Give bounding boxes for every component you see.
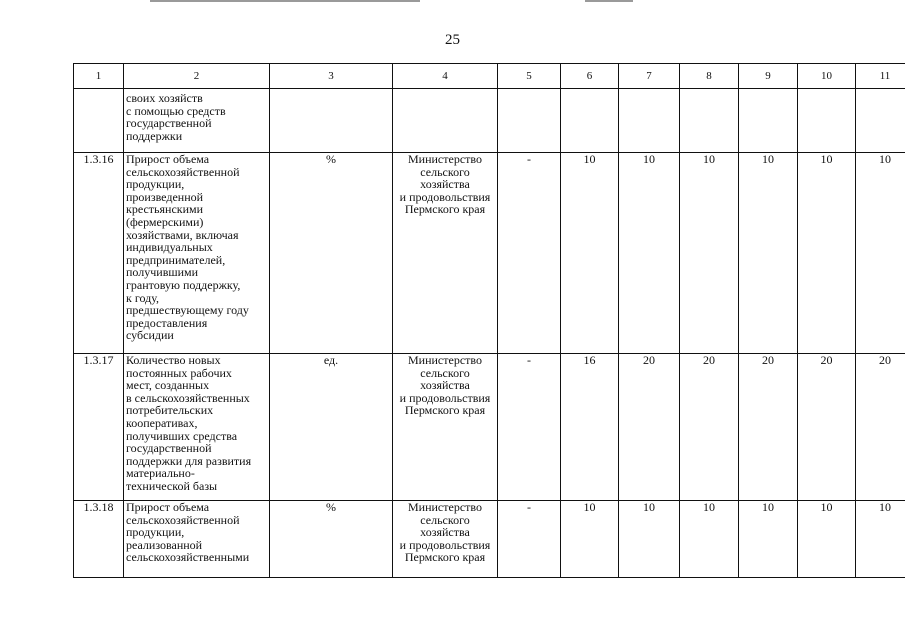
indicator-text: Количество новых постоянных рабочих мест, созданных в сельскохозяйственных потребительских кооперативах, получивших средства государственной поддержки для развития материально- технической базы bbox=[126, 353, 252, 493]
value-cell-9: 10 bbox=[739, 153, 798, 354]
value-cell-7: 20 bbox=[619, 354, 680, 501]
responsible-cell bbox=[393, 89, 498, 153]
indicator-name bbox=[124, 89, 270, 153]
value-cell-8 bbox=[680, 89, 739, 153]
value-cell-10 bbox=[798, 89, 856, 153]
value-cell-9: 10 bbox=[739, 501, 798, 578]
value-cell-11: 10 bbox=[856, 501, 905, 578]
header-row bbox=[74, 64, 905, 89]
row-id: 1.3.18 bbox=[74, 501, 124, 578]
value-cell-9 bbox=[739, 89, 798, 153]
value-cell-7 bbox=[619, 89, 680, 153]
responsible-text: Министерство сельского хозяйства и продовольствия Пермского края bbox=[399, 152, 491, 217]
value-cell-9: 20 bbox=[739, 354, 798, 501]
unit-cell bbox=[270, 89, 393, 153]
value-cell-8: 20 bbox=[680, 354, 739, 501]
header-cell: 9 bbox=[739, 64, 798, 89]
responsible-text: Министерство сельского хозяйства и продовольствия Пермского края bbox=[399, 353, 491, 418]
scan-edge-line-right bbox=[585, 0, 633, 2]
table-row bbox=[74, 354, 905, 501]
header-cell: 4 bbox=[393, 64, 498, 89]
indicator-name bbox=[124, 501, 270, 578]
row-id bbox=[74, 89, 124, 153]
value-cell-11 bbox=[856, 89, 905, 153]
table-row bbox=[74, 153, 905, 354]
indicators-table bbox=[73, 63, 905, 578]
row-id: 1.3.17 bbox=[74, 354, 124, 501]
value-cell-6: 16 bbox=[561, 354, 619, 501]
table-row bbox=[74, 501, 905, 578]
value-cell-8: 10 bbox=[680, 153, 739, 354]
responsible-cell bbox=[393, 501, 498, 578]
indicator-name bbox=[124, 354, 270, 501]
indicator-text: Прирост объема сельскохозяйственной продукции, реализованной сельскохозяйственными bbox=[126, 500, 250, 565]
header-cell: 2 bbox=[124, 64, 270, 89]
header-cell: 6 bbox=[561, 64, 619, 89]
unit-cell: ед. bbox=[270, 354, 393, 501]
responsible-cell bbox=[393, 354, 498, 501]
header-cell: 3 bbox=[270, 64, 393, 89]
unit-cell: % bbox=[270, 153, 393, 354]
responsible-cell bbox=[393, 153, 498, 354]
value-cell-5: - bbox=[498, 501, 561, 578]
value-cell-6: 10 bbox=[561, 501, 619, 578]
row-id: 1.3.16 bbox=[74, 153, 124, 354]
value-cell-5: - bbox=[498, 153, 561, 354]
header-cell: 10 bbox=[798, 64, 856, 89]
value-cell-11: 20 bbox=[856, 354, 905, 501]
indicator-text: Прирост объема сельскохозяйственной продукции, произведенной крестьянскими (фермерскими) хозяйствами, включая индивидуальных предпринимателей, получившими грантовую поддержку, к году, предшествующему году предоставления субсидии bbox=[126, 152, 249, 343]
indicator-name bbox=[124, 153, 270, 354]
unit-cell: % bbox=[270, 501, 393, 578]
header-cell: 11 bbox=[856, 64, 905, 89]
value-cell-5 bbox=[498, 89, 561, 153]
value-cell-6 bbox=[561, 89, 619, 153]
value-cell-10: 20 bbox=[798, 354, 856, 501]
responsible-text: Министерство сельского хозяйства и продовольствия Пермского края bbox=[399, 500, 491, 565]
header-cell: 8 bbox=[680, 64, 739, 89]
page-number: 25 bbox=[445, 32, 460, 48]
value-cell-10: 10 bbox=[798, 153, 856, 354]
table-row bbox=[74, 89, 905, 153]
value-cell-5: - bbox=[498, 354, 561, 501]
header-cell: 5 bbox=[498, 64, 561, 89]
value-cell-10: 10 bbox=[798, 501, 856, 578]
value-cell-7: 10 bbox=[619, 153, 680, 354]
indicator-text: своих хозяйств с помощью средств государственной поддержки bbox=[126, 91, 226, 143]
header-cell: 1 bbox=[74, 64, 124, 89]
header-cell: 7 bbox=[619, 64, 680, 89]
value-cell-11: 10 bbox=[856, 153, 905, 354]
value-cell-7: 10 bbox=[619, 501, 680, 578]
value-cell-8: 10 bbox=[680, 501, 739, 578]
value-cell-6: 10 bbox=[561, 153, 619, 354]
scan-edge-line-left bbox=[150, 0, 420, 2]
